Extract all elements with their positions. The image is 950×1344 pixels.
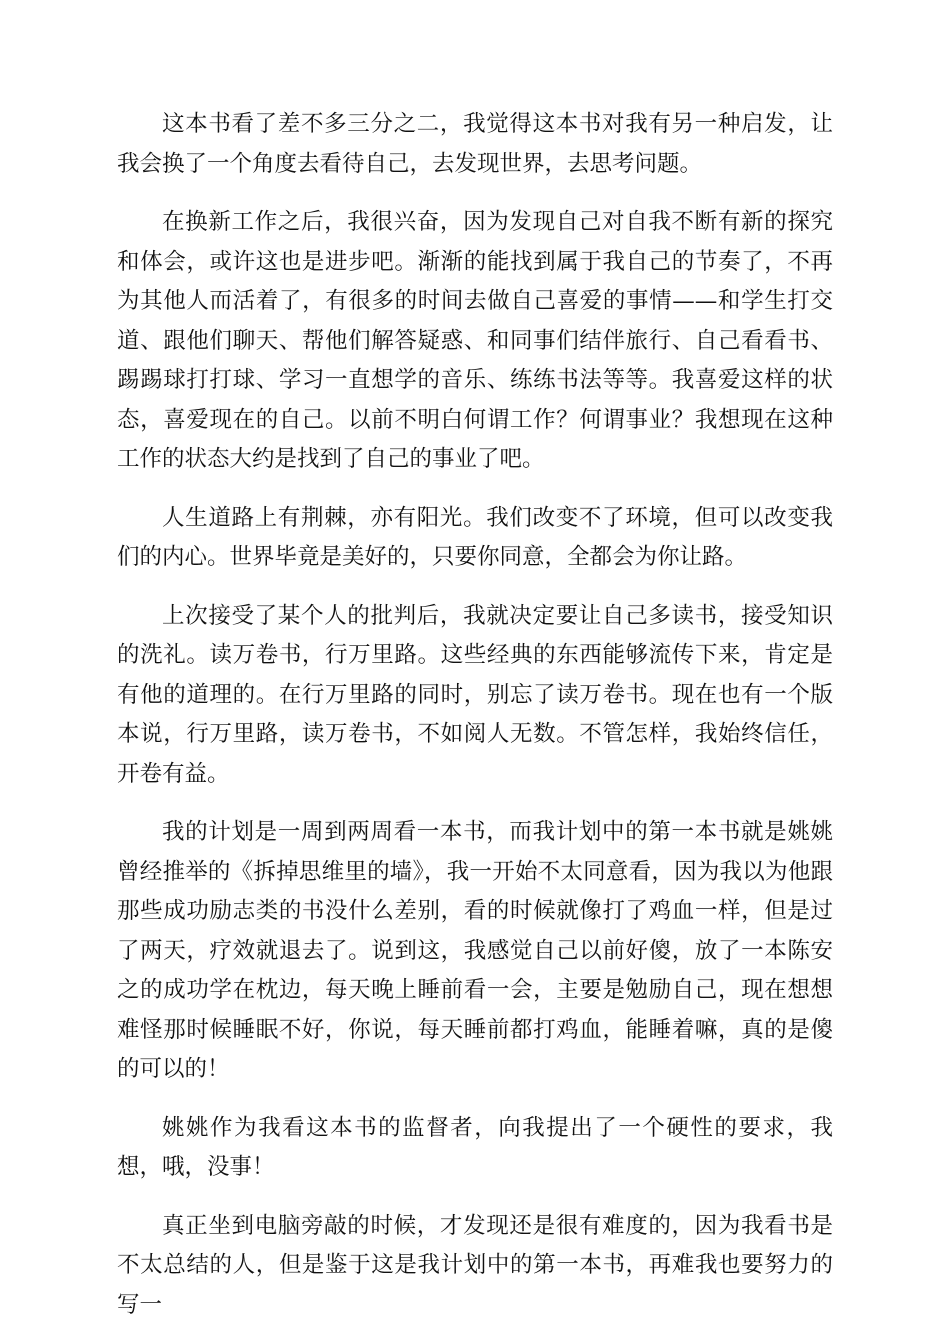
paragraph-5: 我的计划是一周到两周看一本书，而我计划中的第一本书就是姚姚曾经推举的《拆掉思维里的墙》，我一开始不太同意看，因为我以为他跟那些成功励志类的书没什么差别，看的时候就像打了鸡血一样，但是过了两天，疗效就退去了。说到这，我感觉自己以前好傻，放了一本陈安之的成功学在枕边，每天晚上睡前看一会，主要是勉励自己，现在想想难怪那时候睡眠不好，你说，每天睡前都打鸡血，能睡着嘛，真的是傻的可以的！ xyxy=(117,819,833,1082)
paragraph-4: 上次接受了某个人的批判后，我就决定要让自己多读书，接受知识的洗礼。读万卷书，行万里路。这些经典的东西能够流传下来，肯定是有他的道理的。在行万里路的同时，别忘了读万卷书。现在也有一个版本说，行万里路，读万卷书，不如阅人无数。不管怎样，我始终信任，开卷有益。 xyxy=(117,602,833,787)
document-body xyxy=(117,105,833,1344)
paragraph-6: 姚姚作为我看这本书的监督者，向我提出了一个硬性的要求，我想，哦，没事！ xyxy=(117,1114,833,1180)
paragraph-2: 在换新工作之后，我很兴奋，因为发现自己对自我不断有新的探究和体会，或许这也是进步吧。渐渐的能找到属于我自己的节奏了，不再为其他人而活着了，有很多的时间去做自己喜爱的事情——和学生打交道、跟他们聊天、帮他们解答疑惑、和同事们结伴旅行、自己看看书、踢踢球打打球、学习一直想学的音乐、练练书法等等。我喜爱这样的状态，喜爱现在的自己。以前不明白何谓工作？何谓事业？我想现在这种工作的状态大约是找到了自己的事业了吧。 xyxy=(117,209,833,472)
paragraph-1: 这本书看了差不多三分之二，我觉得这本书对我有另一种启发，让我会换了一个角度去看待自己，去发现世界，去思考问题。 xyxy=(117,111,833,177)
paragraph-3: 人生道路上有荆棘，亦有阳光。我们改变不了环境，但可以改变我们的内心。世界毕竟是美好的，只要你同意，全都会为你让路。 xyxy=(117,504,833,570)
paragraph-7: 真正坐到电脑旁敲的时候，才发现还是很有难度的，因为我看书是不太总结的人，但是鉴于这是我计划中的第一本书，再难我也要努力的写一 xyxy=(117,1212,833,1318)
